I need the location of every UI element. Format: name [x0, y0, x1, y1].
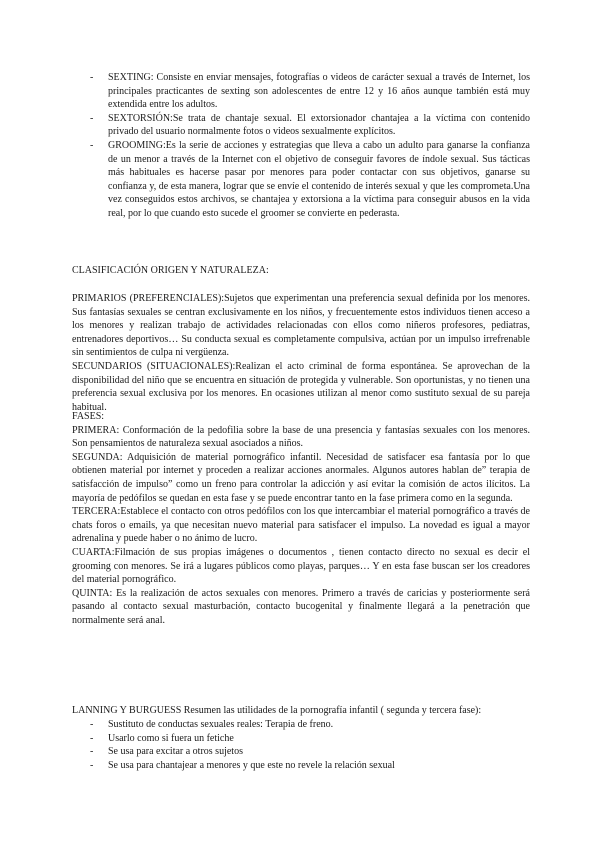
utility-text: Usarlo como si fuera un fetiche	[108, 732, 234, 744]
section-heading-classification: CLASIFICACIÓN ORIGEN Y NATURALEZA:	[72, 265, 269, 276]
paragraph-secundarios	[72, 360, 530, 414]
list-item-utility	[90, 759, 530, 773]
definition-text: Establece el contacto con otros pedófilos con los que intercambiar el material pornográfico a través de chats foros o emails, ya que necesitan nuevo material para satisfacer el impulso. La novedad es igual a mayor adrenalina y puede haber o no ánimo de lucro.	[72, 506, 530, 545]
definition-text: Sujetos que experimentan una preferencia sexual definida por los menores. Sus fantasías sexuales se centran exclusivamente en los niños, y frecuentemente estos individuos tienen acceso a los menores y realizan trabajo de actividades relacionadas con ellos como niñeros profesores, pediatras, entrenadores deportivos… Su conducta sexual es completamente compulsiva, actúan por un impulso irrefrenable sin sentimientos de culpa ni vergüenza.	[72, 293, 530, 359]
bullet-dash: -	[90, 732, 94, 744]
definition-text: Conformación de la pedofilia sobre la base de una presencia y fantasías sexuales con los menores. Son pensamientos de naturaleza sexual asociados a niños.	[72, 424, 530, 450]
bullet-dash: -	[90, 72, 94, 83]
list-item-utility	[90, 732, 530, 746]
section-heading-fases: FASES:	[72, 411, 105, 422]
list-item-utility	[90, 718, 530, 732]
definition-text: Se trata de chantaje sexual. El extorsionador chantajea a la víctima con contenido privado del usuario normalmente fotos o videos sexualmente explícitos.	[108, 112, 530, 138]
term-label: PRIMARIOS (PREFERENCIALES):	[72, 293, 225, 304]
definition-text: Es la serie de acciones y estrategias que lleva a cabo un adulto para ganarse la confianza de un menor a través de la Internet con el objetivo de conseguir favores de índole sexual. Sus tácticas más habituales es hacerse pasar por menores para poder contactar con sus objetivos, ganarse su confianza y, de esta manera, lograr que se envíe el contenido de interés sexual y que les comprometa.Una vez conseguidos estos archivos, se chantajea y extorsiona a la víctima para conseguir abusos en la vida real, por lo que cuando esto sucede el groomer se convierte en pederasta.	[108, 139, 530, 219]
lanning-section	[72, 704, 530, 718]
bullet-dash: -	[90, 112, 94, 124]
paragraph-fase-tercera	[72, 505, 530, 546]
utility-text: Se usa para chantajear a menores y que este no revele la relación sexual	[108, 759, 395, 771]
term-label: SEGUNDA:	[72, 451, 123, 463]
paragraph-fase-quinta	[72, 587, 530, 628]
term-label: SEXTING:	[108, 72, 154, 83]
term-label: QUINTA:	[72, 587, 113, 599]
fases-section	[72, 410, 530, 628]
definition-text: Consiste en enviar mensajes, fotografías o videos de carácter sexual a través de Internet, los principales practicantes de sexting son adolescentes de entre 12 y 16 años aunque también está muy extendida entre los adultos.	[108, 72, 530, 111]
paragraph-fase-cuarta	[72, 546, 530, 587]
list-item-grooming	[90, 139, 530, 221]
definition-text: Filmación de sus propias imágenes o documentos , tienen contacto directo no sexual es decir el grooming con menores. Se irá a lugares públicos como playas, parques… Y en esta fase buscan ser los creadores del material pornográfico.	[72, 546, 530, 586]
utility-text: Sustituto de conductas sexuales reales: Terapia de freno.	[108, 719, 334, 730]
definition-text: Es la realización de actos sexuales con menores. Primero a través de caricias y posteriormente será pasando al contacto sexual masturbación, contacto bucogenital y finalmente llegará a la penetración que normalmente será anal.	[72, 587, 530, 626]
classification-section	[72, 264, 530, 278]
classification-types	[72, 292, 530, 414]
definition-text: Realizan el acto criminal de forma espontánea. Se aprovechan de la disponibilidad del niño que se encuentra en situación de protegida y vulnerable. Son oportunistas, y no tienen una preferencia sexual exclusiva por los menores. En ocasiones utilizan al menor como sustituto sexual de su pareja habitual.	[72, 360, 530, 413]
utility-text: Se usa para excitar a otros sujetos	[108, 746, 243, 758]
bullet-dash: -	[90, 759, 94, 771]
term-label: CUARTA:	[72, 546, 115, 558]
term-label: GROOMING:	[108, 139, 166, 151]
section-heading-lanning: LANNING Y BURGUESS Resumen las utilidades de la pornografía infantil ( segunda y tercera fase):	[72, 705, 482, 716]
term-label: PRIMERA:	[72, 424, 120, 436]
list-item-sexting	[90, 71, 530, 112]
intro-definitions-list	[90, 71, 530, 221]
bullet-dash: -	[90, 139, 94, 151]
lanning-utilities-list	[90, 718, 530, 772]
paragraph-fase-segunda	[72, 451, 530, 505]
paragraph-fase-primera	[72, 424, 530, 451]
term-label: TERCERA:	[72, 506, 121, 518]
bullet-dash: -	[90, 719, 94, 730]
term-label: SEXTORSIÓN:	[108, 112, 173, 124]
definition-text: Adquisición de material pornográfico infantil. Necesidad de satisfacer esa fantasía por lo que obtienen material por internet y proceden a realizar acciones anormales. Algunos autores hablan de” terapia de satisfacción de impulso” como un freno para controlar la adicción y así evitar la comisión de actos ilícitos. La mayoría de pedófilos se quedan en esta fase y se puede encontrar tanto en la fase primera como en la segunda.	[72, 451, 530, 504]
bullet-dash: -	[90, 746, 94, 758]
term-label: SECUNDARIOS (SITUACIONALES):	[72, 360, 236, 372]
list-item-utility	[90, 745, 530, 759]
paragraph-primarios	[72, 292, 530, 360]
list-item-sextorsion	[90, 112, 530, 139]
